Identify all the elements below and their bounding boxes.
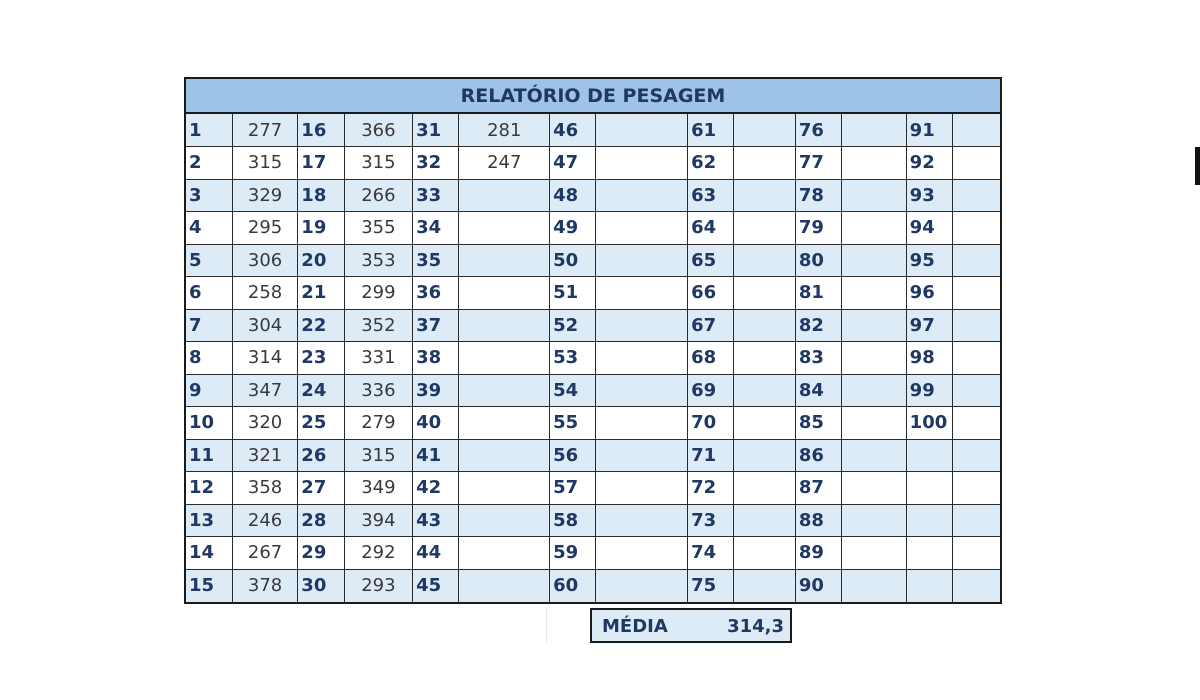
weight-value-cell[interactable] <box>459 179 550 212</box>
weight-value-cell[interactable]: 355 <box>344 212 413 245</box>
sample-number-cell[interactable]: 47 <box>550 147 596 180</box>
sample-number-cell[interactable]: 96 <box>906 277 952 310</box>
weight-value-cell[interactable]: 293 <box>344 569 413 602</box>
weight-value-cell[interactable] <box>734 374 795 407</box>
sample-number-cell[interactable]: 43 <box>413 504 459 537</box>
sample-number-cell[interactable]: 63 <box>688 179 734 212</box>
sample-number-cell[interactable]: 44 <box>413 537 459 570</box>
sample-number-cell[interactable]: 85 <box>795 407 841 440</box>
weight-value-cell[interactable] <box>842 439 906 472</box>
sample-number-cell[interactable]: 92 <box>906 147 952 180</box>
weight-value-cell[interactable] <box>842 537 906 570</box>
weight-value-cell[interactable] <box>953 277 1001 310</box>
sample-number-cell[interactable]: 88 <box>795 504 841 537</box>
weight-value-cell[interactable]: 366 <box>344 114 413 147</box>
sample-number-cell[interactable]: 54 <box>550 374 596 407</box>
sample-number-cell[interactable]: 66 <box>688 277 734 310</box>
weight-value-cell[interactable] <box>734 569 795 602</box>
sample-number-cell[interactable] <box>906 472 952 505</box>
sample-number-cell[interactable]: 31 <box>413 114 459 147</box>
weight-value-cell[interactable]: 295 <box>232 212 297 245</box>
sample-number-cell[interactable]: 90 <box>795 569 841 602</box>
weight-value-cell[interactable] <box>842 504 906 537</box>
sample-number-cell[interactable]: 94 <box>906 212 952 245</box>
weight-value-cell[interactable]: 266 <box>344 179 413 212</box>
sample-number-cell[interactable]: 81 <box>795 277 841 310</box>
average-summary <box>590 608 792 643</box>
sample-number-cell[interactable]: 5 <box>186 244 232 277</box>
sample-number-cell[interactable]: 23 <box>298 342 344 375</box>
weight-value-cell[interactable] <box>953 472 1001 505</box>
weight-value-cell[interactable] <box>459 569 550 602</box>
weight-value-cell[interactable] <box>953 537 1001 570</box>
sample-number-cell[interactable]: 97 <box>906 309 952 342</box>
weight-value-cell[interactable]: 320 <box>232 407 297 440</box>
weight-value-cell[interactable]: 299 <box>344 277 413 310</box>
weight-value-cell[interactable]: 358 <box>232 472 297 505</box>
weight-value-cell[interactable] <box>596 212 688 245</box>
weight-value-cell[interactable] <box>953 504 1001 537</box>
sample-number-cell[interactable]: 56 <box>550 439 596 472</box>
sample-number-cell[interactable]: 34 <box>413 212 459 245</box>
weight-value-cell[interactable]: 315 <box>232 147 297 180</box>
weight-value-cell[interactable] <box>953 212 1001 245</box>
weight-value-cell[interactable] <box>734 277 795 310</box>
sample-number-cell[interactable]: 41 <box>413 439 459 472</box>
sample-number-cell[interactable]: 89 <box>795 537 841 570</box>
weighing-report-sheet <box>184 77 1002 604</box>
weight-value-cell[interactable]: 247 <box>459 147 550 180</box>
sample-number-cell[interactable]: 58 <box>550 504 596 537</box>
weight-value-cell[interactable] <box>953 374 1001 407</box>
weight-value-cell[interactable] <box>596 439 688 472</box>
sample-number-cell[interactable]: 21 <box>298 277 344 310</box>
weight-value-cell[interactable]: 353 <box>344 244 413 277</box>
sample-number-cell[interactable]: 1 <box>186 114 232 147</box>
weight-value-cell[interactable] <box>953 309 1001 342</box>
table-row <box>186 277 1000 310</box>
sample-number-cell[interactable]: 18 <box>298 179 344 212</box>
table-row <box>186 147 1000 180</box>
divider-line <box>546 608 547 642</box>
sample-number-cell[interactable] <box>906 504 952 537</box>
weight-value-cell[interactable] <box>596 569 688 602</box>
sample-number-cell[interactable]: 49 <box>550 212 596 245</box>
weight-value-cell[interactable] <box>734 537 795 570</box>
sample-number-cell[interactable]: 57 <box>550 472 596 505</box>
sample-number-cell[interactable]: 8 <box>186 342 232 375</box>
sample-number-cell[interactable]: 99 <box>906 374 952 407</box>
weight-value-cell[interactable] <box>734 309 795 342</box>
weight-value-cell[interactable]: 378 <box>232 569 297 602</box>
weight-value-cell[interactable] <box>842 147 906 180</box>
sample-number-cell[interactable]: 42 <box>413 472 459 505</box>
weight-value-cell[interactable] <box>842 309 906 342</box>
weight-value-cell[interactable] <box>459 374 550 407</box>
weight-value-cell[interactable] <box>459 342 550 375</box>
weight-value-cell[interactable]: 306 <box>232 244 297 277</box>
sample-number-cell[interactable]: 10 <box>186 407 232 440</box>
sample-number-cell[interactable]: 83 <box>795 342 841 375</box>
weight-value-cell[interactable]: 279 <box>344 407 413 440</box>
sample-number-cell[interactable]: 33 <box>413 179 459 212</box>
sample-number-cell[interactable]: 45 <box>413 569 459 602</box>
sample-number-cell[interactable]: 51 <box>550 277 596 310</box>
weight-value-cell[interactable] <box>842 374 906 407</box>
table-row <box>186 342 1000 375</box>
weight-value-cell[interactable] <box>734 439 795 472</box>
sample-number-cell[interactable]: 27 <box>298 472 344 505</box>
sample-number-cell[interactable] <box>906 537 952 570</box>
sample-number-cell[interactable]: 32 <box>413 147 459 180</box>
weight-value-cell[interactable]: 336 <box>344 374 413 407</box>
weight-value-cell[interactable] <box>459 277 550 310</box>
weight-value-cell[interactable]: 352 <box>344 309 413 342</box>
sample-number-cell[interactable]: 73 <box>688 504 734 537</box>
weight-value-cell[interactable]: 321 <box>232 439 297 472</box>
sample-number-cell[interactable]: 48 <box>550 179 596 212</box>
weight-value-cell[interactable] <box>734 114 795 147</box>
weight-value-cell[interactable] <box>842 212 906 245</box>
sample-number-cell[interactable]: 14 <box>186 537 232 570</box>
sample-number-cell[interactable]: 39 <box>413 374 459 407</box>
weight-value-cell[interactable] <box>734 504 795 537</box>
weight-value-cell[interactable]: 315 <box>344 439 413 472</box>
sample-number-cell[interactable]: 69 <box>688 374 734 407</box>
weight-value-cell[interactable] <box>734 147 795 180</box>
weight-value-cell[interactable] <box>596 179 688 212</box>
table-row <box>186 407 1000 440</box>
sample-number-cell[interactable]: 3 <box>186 179 232 212</box>
weight-value-cell[interactable] <box>459 504 550 537</box>
weight-value-cell[interactable] <box>953 569 1001 602</box>
weight-value-cell[interactable] <box>842 114 906 147</box>
sample-number-cell[interactable]: 29 <box>298 537 344 570</box>
weight-value-cell[interactable]: 267 <box>232 537 297 570</box>
sample-number-cell[interactable]: 78 <box>795 179 841 212</box>
sample-number-cell[interactable]: 24 <box>298 374 344 407</box>
weight-value-cell[interactable]: 349 <box>344 472 413 505</box>
weight-value-cell[interactable]: 281 <box>459 114 550 147</box>
weight-value-cell[interactable] <box>596 244 688 277</box>
weight-value-cell[interactable]: 329 <box>232 179 297 212</box>
sample-number-cell[interactable]: 75 <box>688 569 734 602</box>
weight-value-cell[interactable] <box>953 114 1001 147</box>
sample-number-cell[interactable]: 16 <box>298 114 344 147</box>
sample-number-cell[interactable]: 17 <box>298 147 344 180</box>
sample-number-cell[interactable]: 71 <box>688 439 734 472</box>
weight-value-cell[interactable] <box>596 342 688 375</box>
sample-number-cell[interactable]: 62 <box>688 147 734 180</box>
sample-number-cell[interactable]: 13 <box>186 504 232 537</box>
sample-number-cell[interactable]: 76 <box>795 114 841 147</box>
sample-number-cell[interactable]: 86 <box>795 439 841 472</box>
weight-value-cell[interactable] <box>459 439 550 472</box>
sample-number-cell[interactable]: 70 <box>688 407 734 440</box>
sample-number-cell[interactable] <box>906 569 952 602</box>
sample-number-cell[interactable]: 9 <box>186 374 232 407</box>
weight-value-cell[interactable] <box>953 439 1001 472</box>
weight-value-cell[interactable] <box>842 569 906 602</box>
weight-value-cell[interactable] <box>953 244 1001 277</box>
average-value: 314,3 <box>727 616 784 637</box>
sample-number-cell[interactable]: 82 <box>795 309 841 342</box>
sample-number-cell[interactable]: 22 <box>298 309 344 342</box>
edge-mark <box>1195 147 1200 185</box>
sample-number-cell[interactable]: 35 <box>413 244 459 277</box>
weight-value-cell[interactable] <box>734 342 795 375</box>
sample-number-cell[interactable]: 4 <box>186 212 232 245</box>
weight-value-cell[interactable] <box>596 374 688 407</box>
sample-number-cell[interactable]: 50 <box>550 244 596 277</box>
sample-number-cell[interactable]: 30 <box>298 569 344 602</box>
report-title: RELATÓRIO DE PESAGEM <box>186 79 1000 114</box>
table-row <box>186 374 1000 407</box>
sample-number-cell[interactable]: 60 <box>550 569 596 602</box>
sample-number-cell[interactable]: 65 <box>688 244 734 277</box>
table-row <box>186 244 1000 277</box>
weight-value-cell[interactable] <box>596 472 688 505</box>
table-row <box>186 114 1000 147</box>
sample-number-cell[interactable]: 46 <box>550 114 596 147</box>
weight-value-cell[interactable] <box>842 179 906 212</box>
sample-number-cell[interactable]: 74 <box>688 537 734 570</box>
table-row <box>186 504 1000 537</box>
sample-number-cell[interactable]: 7 <box>186 309 232 342</box>
sample-number-cell[interactable]: 98 <box>906 342 952 375</box>
weight-value-cell[interactable] <box>596 407 688 440</box>
weight-value-cell[interactable] <box>734 407 795 440</box>
weight-value-cell[interactable] <box>596 114 688 147</box>
weight-value-cell[interactable]: 315 <box>344 147 413 180</box>
weight-value-cell[interactable] <box>596 504 688 537</box>
weight-value-cell[interactable] <box>734 212 795 245</box>
weight-value-cell[interactable] <box>459 472 550 505</box>
weight-value-cell[interactable]: 277 <box>232 114 297 147</box>
sample-number-cell[interactable]: 6 <box>186 277 232 310</box>
table-row <box>186 569 1000 602</box>
sample-number-cell[interactable]: 100 <box>906 407 952 440</box>
sample-number-cell[interactable]: 59 <box>550 537 596 570</box>
sample-number-cell[interactable]: 26 <box>298 439 344 472</box>
weight-value-cell[interactable] <box>459 537 550 570</box>
weight-value-cell[interactable]: 258 <box>232 277 297 310</box>
sample-number-cell[interactable]: 77 <box>795 147 841 180</box>
weight-value-cell[interactable]: 246 <box>232 504 297 537</box>
table-row <box>186 537 1000 570</box>
sample-number-cell[interactable]: 40 <box>413 407 459 440</box>
weight-value-cell[interactable] <box>953 342 1001 375</box>
weight-value-cell[interactable]: 394 <box>344 504 413 537</box>
sample-number-cell[interactable] <box>906 439 952 472</box>
sample-number-cell[interactable]: 67 <box>688 309 734 342</box>
sample-number-cell[interactable]: 95 <box>906 244 952 277</box>
sample-number-cell[interactable]: 15 <box>186 569 232 602</box>
weighing-table <box>186 114 1000 602</box>
sample-number-cell[interactable]: 12 <box>186 472 232 505</box>
sample-number-cell[interactable]: 25 <box>298 407 344 440</box>
table-row <box>186 439 1000 472</box>
sample-number-cell[interactable]: 61 <box>688 114 734 147</box>
weight-value-cell[interactable] <box>734 472 795 505</box>
sample-number-cell[interactable]: 20 <box>298 244 344 277</box>
weight-value-cell[interactable] <box>842 472 906 505</box>
weight-value-cell[interactable] <box>596 309 688 342</box>
weight-value-cell[interactable] <box>596 147 688 180</box>
weight-value-cell[interactable]: 292 <box>344 537 413 570</box>
weight-value-cell[interactable] <box>842 244 906 277</box>
table-row <box>186 212 1000 245</box>
table-row <box>186 309 1000 342</box>
weight-value-cell[interactable] <box>596 537 688 570</box>
weight-value-cell[interactable] <box>459 309 550 342</box>
average-label: MÉDIA <box>602 616 668 637</box>
sample-number-cell[interactable]: 37 <box>413 309 459 342</box>
weight-value-cell[interactable] <box>842 407 906 440</box>
weight-value-cell[interactable] <box>953 147 1001 180</box>
weight-value-cell[interactable] <box>953 179 1001 212</box>
sample-number-cell[interactable]: 80 <box>795 244 841 277</box>
sample-number-cell[interactable]: 68 <box>688 342 734 375</box>
sample-number-cell[interactable]: 72 <box>688 472 734 505</box>
sample-number-cell[interactable]: 11 <box>186 439 232 472</box>
sample-number-cell[interactable]: 64 <box>688 212 734 245</box>
sample-number-cell[interactable]: 38 <box>413 342 459 375</box>
sample-number-cell[interactable]: 53 <box>550 342 596 375</box>
weight-value-cell[interactable] <box>596 277 688 310</box>
sample-number-cell[interactable]: 28 <box>298 504 344 537</box>
weight-value-cell[interactable] <box>953 407 1001 440</box>
weight-value-cell[interactable] <box>734 179 795 212</box>
sample-number-cell[interactable]: 84 <box>795 374 841 407</box>
weight-value-cell[interactable] <box>459 212 550 245</box>
table-row <box>186 179 1000 212</box>
weight-value-cell[interactable] <box>459 407 550 440</box>
weight-value-cell[interactable] <box>459 244 550 277</box>
weight-value-cell[interactable] <box>842 342 906 375</box>
sample-number-cell[interactable]: 2 <box>186 147 232 180</box>
sample-number-cell[interactable]: 19 <box>298 212 344 245</box>
sample-number-cell[interactable]: 87 <box>795 472 841 505</box>
table-row <box>186 472 1000 505</box>
sample-number-cell[interactable]: 79 <box>795 212 841 245</box>
weight-value-cell[interactable]: 304 <box>232 309 297 342</box>
sample-number-cell[interactable]: 36 <box>413 277 459 310</box>
weight-value-cell[interactable] <box>842 277 906 310</box>
sample-number-cell[interactable]: 93 <box>906 179 952 212</box>
sample-number-cell[interactable]: 52 <box>550 309 596 342</box>
sample-number-cell[interactable]: 55 <box>550 407 596 440</box>
weight-value-cell[interactable]: 347 <box>232 374 297 407</box>
weight-value-cell[interactable] <box>734 244 795 277</box>
weight-value-cell[interactable]: 314 <box>232 342 297 375</box>
sample-number-cell[interactable]: 91 <box>906 114 952 147</box>
weight-value-cell[interactable]: 331 <box>344 342 413 375</box>
